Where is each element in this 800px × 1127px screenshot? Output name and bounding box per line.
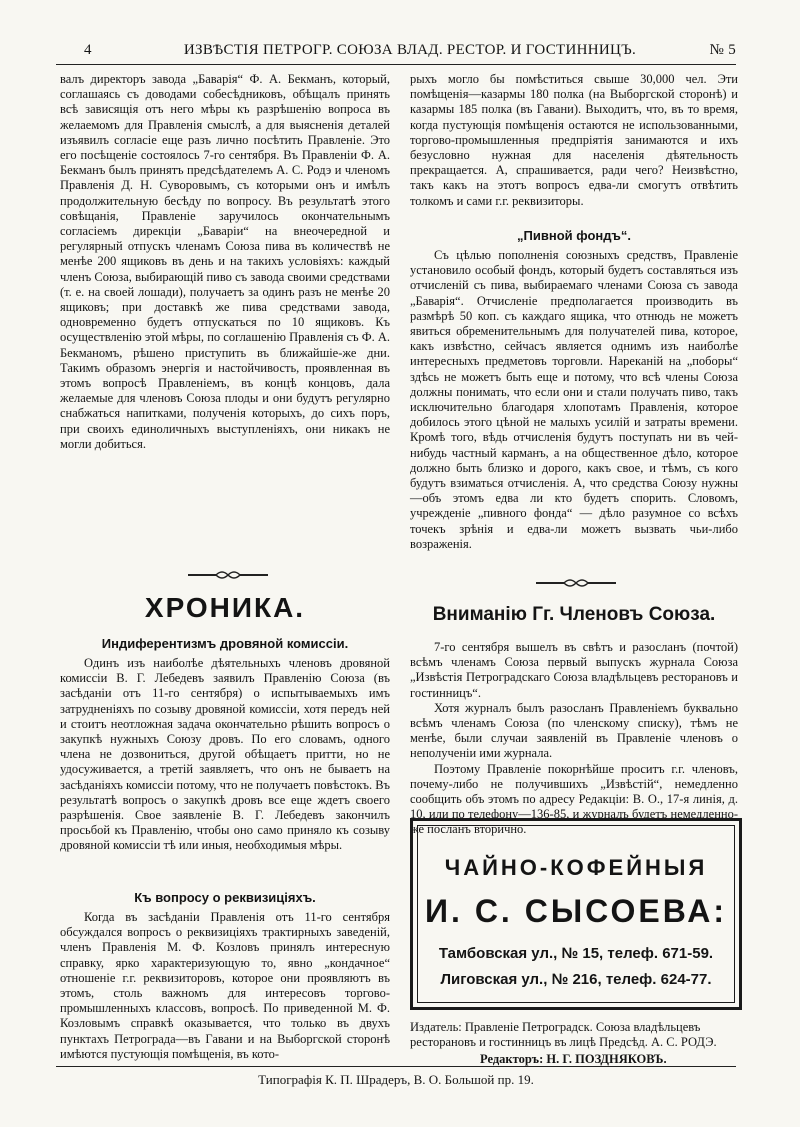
page-header <box>56 40 736 62</box>
footer-rule <box>56 1066 736 1067</box>
article-text: 7-го сентября вышелъ въ свѣтъ и разосланъ (почтой) всѣмъ членамъ Союза первый выпускъ журнала Союза „Извѣстія Петроградскаго Союза владѣльцевъ ресторановъ и гостинницъ“. <box>410 640 738 700</box>
issue-number: № 5 <box>709 42 736 58</box>
ornament-divider-icon <box>534 576 618 590</box>
section-title-requisitions: Къ вопросу о реквизиціяхъ. <box>134 890 316 905</box>
article-text: Когда въ засѣданіи Правленія отъ 11-го сентября обсуждался вопросъ о реквизиціяхъ трактирныхъ заведеній, членъ Правленія М. Ф. Козловъ принялъ интересную справку, ярко характеризующую то, явно „кондачное“ отношеніе г.г. реквизиторовъ, которое они проявляютъ въ этомъ, столь важномъ для интересовъ торгово-промышленныхъ классовъ, вопросѣ. По приведенной М. Ф. Козловымъ справкѣ оказывается, что только въ двухъ пунктахъ Петрограда—въ Гавани и на Выборгской сторонѣ имѣются пустующія помѣщенія, въ кото- <box>60 910 390 1061</box>
printer-footer: Типографія К. П. Шрадеръ, В. О. Большой пр. 19. <box>258 1072 534 1087</box>
ad-line: Лиговская ул., № 216, телеф. 624-77. <box>440 971 712 988</box>
section-requisitions <box>60 910 390 1062</box>
section-title-beer-fund: „Пивной фондъ“. <box>517 228 631 243</box>
advertisement-box <box>410 818 742 1010</box>
right-intro <box>410 72 738 209</box>
section-firewood <box>60 656 390 854</box>
header-rule <box>56 64 736 65</box>
section-attention <box>410 640 738 838</box>
article-text: Хотя журналъ былъ разосланъ Правленіемъ буквально всѣмъ членамъ Союза (по членскому списку), тѣмъ не менѣе, были случаи заявленій въ Правленіе членовъ о неполученіи ими журнала. <box>410 700 738 761</box>
left-intro <box>60 72 390 452</box>
article-text: Одинъ изъ наиболѣе дѣятельныхъ членовъ дровяной комиссіи В. Г. Лебедевъ заявилъ Правленію Союза (въ засѣданіи отъ 11-го сентября) о испытываемыхъ имъ затрудненіяхъ по созыву дровяной комиссіи, хотя передъ ней и стоитъ неотложная задача окончательно рѣшить вопросъ о закупкѣ нужныхъ Союзу дровъ. По его словамъ, одного члена не дозвониться, другой обѣщаетъ притти, но не удосуживается, а третій заявляетъ, что онъ не бываетъ на засѣданіяхъ комиссіи потому, что не получаетъ повѣстокъ. Въ результатѣ вопросъ о закупкѣ дровъ все еще ждетъ своего разрѣшенія. Свое заявленіе В. Г. Лебедевъ закончилъ просьбой къ Правленію, чтобы оно само приняло къ созыву дровяной комиссіи тѣ или иныя, необходимыя мѣры. <box>60 656 391 853</box>
ad-line: Тамбовская ул., № 15, телеф. 671-59. <box>438 945 714 962</box>
journal-title: ИЗВѢСТІЯ ПЕТРОГР. СОЮЗА ВЛАД. РЕСТОР. И ГОСТИННИЦЪ. <box>183 42 637 58</box>
page-number: 4 <box>84 42 92 58</box>
section-title-firewood: Индиферентизмъ дровяной комиссіи. <box>101 636 349 651</box>
article-text: рыхъ могло бы помѣститься свыше 30,000 чел. Эти помѣщенія—казармы 180 полка (на Выборгской сторонѣ) и казармы 185 полка (въ Гавани). Выходитъ, что, въ то время, когда пустующія помѣщенія остаются не использованными, торгово-промышленныя предпріятія занимаются и ихъ безусловно нужная для населенія дѣятельность прекращается. А, спрашивается, ради чего? Неизвѣстно, такъ какъ на этотъ вопросъ едва-ли смогутъ отвѣтить толкомъ и сами г.г. реквизиторы. <box>410 72 738 208</box>
publisher-line: Издатель: Правленіе Петроградск. Союза владѣльцевъ <box>410 1020 701 1034</box>
section-title-attention: Вниманію Гг. Членовъ Союза. <box>432 604 716 625</box>
article-text: Поэтому Правленіе покорнѣйше проситъ г.г. членовъ, почему-либо не получившихъ „Извѣстій“, немедленно сообщить объ этомъ по адресу Редакціи: В. О., 17-я линія, д. 10, или по телефону—136-85, и журналъ будетъ немедленно-же посланъ вторично. <box>410 761 738 837</box>
article-text: Съ цѣлью пополненія союзныхъ средствъ, Правленіе установило особый фондъ, который будетъ составляться изъ отчисленій съ пива, выбираемаго членами Союза съ завода „Баварія“. Отчисленіе предполагается производить въ размѣрѣ 50 коп. съ каждаго ящика, что отнюдь не можетъ явиться обременительнымъ для получателей пива, которое, какъ извѣстно, сейчасъ является однимъ изъ наиболѣе интересныхъ предметовъ торговли. Нареканій на „поборы“ здѣсь не можетъ быть еще и потому, что всѣ члены Союза должны понимать, что если они и стали получать пиво, такъ исключительно благодаря хлопотамъ Правленія, которое добилось этого цѣной не малыхъ усилій и затраты времени. Кромѣ того, вѣдь отчисленія будутъ поступать ни въ чей-нибудь частный карманъ, а на общественное дѣло, которое должно быть близко и дорого, какъ свое, и тѣмъ, съ кого будутъ взиматься отчисленія. А, что средства Союзу нужны—объ этомъ едва ли кто будетъ спорить. Словомъ, учрежденіе „пивного фонда“ — дѣло разумное со всѣхъ точекъ зрѣнія и едва-ли можетъ вызвать чьи-либо возраженія. <box>410 248 738 551</box>
ad-line: ЧАЙНО-КОФЕЙНЫЯ <box>444 855 708 880</box>
article-text: валъ директоръ завода „Баварія“ Ф. А. Бекманъ, который, соглашаясь съ доводами собесѣдниковъ, обѣщалъ принять всѣ зависящія отъ него мѣры къ разрѣшенію вопроса въ желаемомъ для Правленія смыслѣ, а для выясненія деталей изъявилъ согласіе еще разъ лично посѣтить Правленіе. Это его посѣщеніе состоялось 7-го сентября. Въ Правленіи Ф. А. Бекманъ былъ принятъ предсѣдателемъ А. С. Родэ и членомъ Правленія Д. Н. Суворовымъ, съ которыми онъ и имѣлъ продолжительную бесѣду по вопросу. Въ результатѣ этого совѣщанія, Правленіе заручилось окончательнымъ согласіемъ дирекціи „Баваріи“ на внеочередной и регулярный отпускъ членамъ Союза пива въ количествѣ не менѣе 200 ящиковъ въ день и на такихъ условіяхъ: каждый членъ Союза, выбирающій пиво съ завода своими средствами (т. е. на своей лошади), получаетъ за одинъ разъ не менѣе 20 ящиковъ; при доставкѣ же пива средствами завода, одновременно будетъ отпускаться по 10 ящиковъ. Къ осуществленію этой мѣры, по соглашенію Правленія съ Ф. А. Бекманомъ, рѣшено приступить въ ближайшіе-же дни. Такимъ образомъ энергія и настойчивость, проявленная въ этомъ вопросѣ Правленіемъ, въ концѣ концовъ, дала желаемые для членовъ Союза плоды и они будутъ регулярно снабжаться напитками, полученія которыхъ, до сихъ поръ, при своихъ единоличныхъ выступленіяхъ, они никакъ не могли добиться. <box>60 72 390 451</box>
publisher-line: ресторановъ и гостинницъ въ лицѣ Предсѣд. А. С. РОДЭ. <box>410 1035 717 1049</box>
ad-line: И. С. СЫСОЕВА: <box>425 893 727 929</box>
ornament-divider-icon <box>186 568 270 582</box>
editor-line: Редакторъ: Н. Г. ПОЗДНЯКОВЪ. <box>480 1052 667 1066</box>
chronicle-title: ХРОНИКА. <box>144 592 306 623</box>
section-beer-fund <box>410 248 738 552</box>
